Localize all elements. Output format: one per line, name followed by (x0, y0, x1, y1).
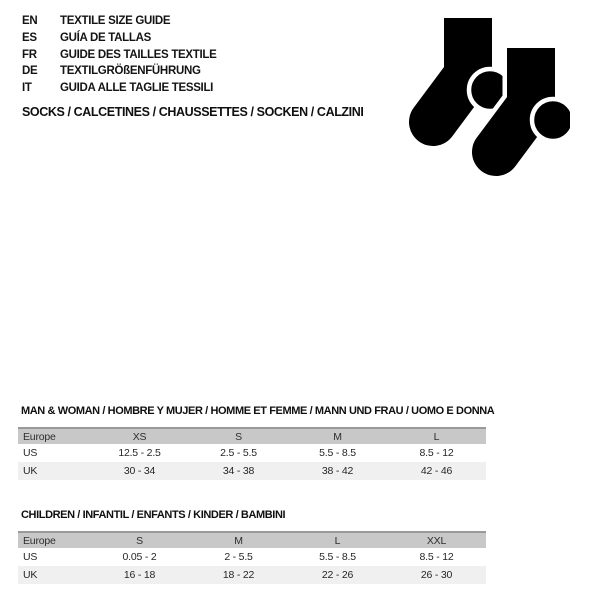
language-code: DE (22, 65, 38, 78)
language-code: EN (22, 15, 38, 27)
category-line: SOCKS / CALCETINES / CHAUSSETTES / SOCKEN / CALZINI (22, 105, 364, 119)
column-header-size: S (235, 430, 242, 443)
language-legend (22, 13, 217, 97)
column-header-region: Europe (23, 534, 56, 547)
column-header-size: L (433, 430, 440, 443)
man-woman-table-title: MAN & WOMAN / HOMBRE Y MUJER / HOMME ET FEMME / MANN UND FRAU / UOMO E DONNA (21, 405, 495, 417)
size-cell: 5.5 - 8.5 (319, 447, 356, 459)
language-code: ES (22, 31, 37, 44)
table-row-uk (18, 566, 486, 584)
language-code: FR (22, 48, 37, 61)
column-header-size: XXL (426, 534, 447, 547)
size-cell: 30 - 34 (123, 465, 156, 477)
size-cell: 16 - 18 (123, 569, 156, 581)
region-cell: US (23, 551, 38, 563)
size-cell: 8.5 - 12 (419, 447, 454, 459)
region-cell: UK (23, 465, 38, 477)
column-header-size: S (136, 534, 143, 547)
column-header-size: M (234, 534, 243, 547)
table-header-row (18, 428, 486, 444)
size-cell: 18 - 22 (222, 569, 255, 581)
man-woman-size-table (18, 427, 486, 480)
table-row-us (18, 548, 486, 566)
size-cell: 12.5 - 2.5 (118, 447, 161, 459)
size-cell: 2.5 - 5.5 (220, 447, 257, 459)
size-cell: 5.5 - 8.5 (319, 551, 356, 563)
children-size-table (18, 531, 486, 584)
region-cell: UK (23, 569, 38, 581)
table-row-uk (18, 462, 486, 480)
language-label: GUÍA DE TALLAS (60, 31, 151, 44)
language-row-es (22, 30, 217, 47)
socks-icon (400, 10, 570, 180)
size-cell: 38 - 42 (321, 465, 354, 477)
size-cell: 22 - 26 (321, 569, 354, 581)
size-cell: 8.5 - 12 (419, 551, 454, 563)
language-label: TEXTILE SIZE GUIDE (60, 15, 171, 27)
size-cell: 42 - 46 (420, 465, 453, 477)
column-header-size: L (334, 534, 341, 547)
language-label: GUIDA ALLE TAGLIE TESSILI (60, 82, 214, 95)
language-row-en (22, 13, 217, 30)
table-row-us (18, 444, 486, 462)
children-table-title: CHILDREN / INFANTIL / ENFANTS / KINDER / BAMBINI (21, 509, 286, 521)
language-label: GUIDE DES TAILLES TEXTILE (60, 48, 217, 61)
column-header-region: Europe (23, 430, 56, 443)
size-cell: 2 - 5.5 (224, 551, 253, 563)
column-header-size: XS (132, 430, 147, 443)
size-cell: 0.05 - 2 (122, 551, 157, 563)
size-cell: 26 - 30 (420, 569, 453, 581)
region-cell: US (23, 447, 38, 459)
language-row-it (22, 80, 217, 97)
table-header-row (18, 532, 486, 548)
language-code: IT (22, 82, 32, 95)
language-row-fr (22, 47, 217, 64)
language-row-de (22, 63, 217, 80)
column-header-size: M (333, 430, 342, 443)
sock-2-heel-ring (532, 99, 570, 141)
language-label: TEXTILGRÖßENFÜHRUNG (60, 65, 201, 78)
size-cell: 34 - 38 (222, 465, 255, 477)
